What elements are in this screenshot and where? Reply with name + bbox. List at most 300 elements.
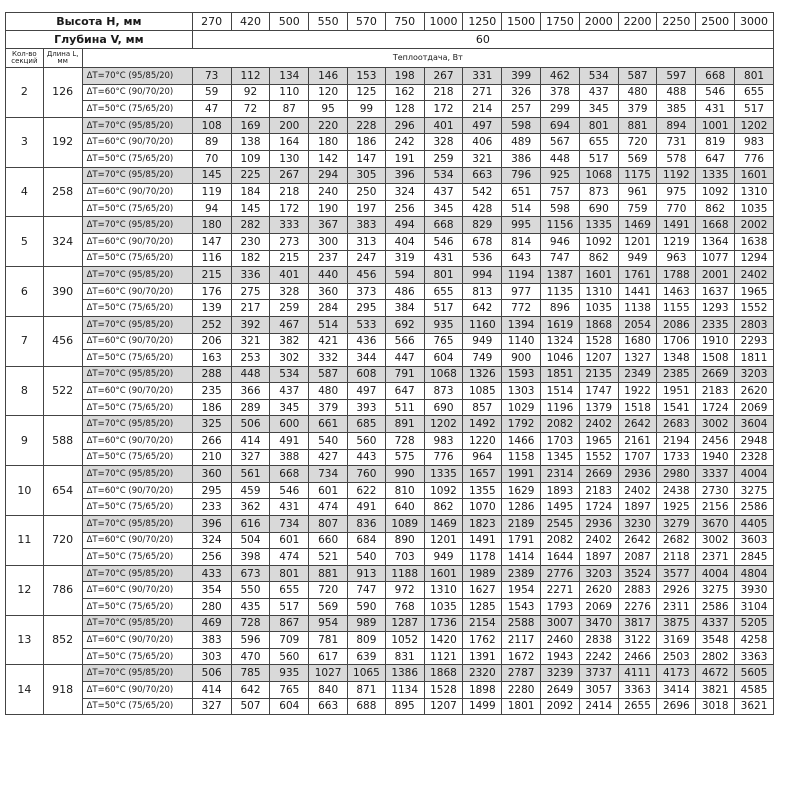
- heat-value-cell: 488: [657, 84, 696, 101]
- data-row: [6, 68, 774, 85]
- section-count: 14: [6, 665, 44, 715]
- heat-value-cell: 186: [348, 134, 386, 151]
- heat-value-cell: 1552: [735, 300, 774, 317]
- heat-value-cell: 925: [541, 167, 580, 184]
- heat-value-cell: 4004: [735, 466, 774, 483]
- heat-value-cell: 550: [231, 582, 270, 599]
- delta-t-label: ΔT=50°C (75/65/20): [82, 250, 192, 267]
- heat-value-cell: 237: [309, 250, 348, 267]
- delta-t-label: ΔT=50°C (75/65/20): [82, 101, 192, 118]
- heat-value-cell: 598: [541, 200, 580, 217]
- delta-t-label: ΔT=60°C (90/70/20): [82, 383, 192, 400]
- heat-value-cell: 1851: [541, 366, 580, 383]
- heat-value-cell: 1348: [657, 350, 696, 367]
- heat-value-cell: 1155: [657, 300, 696, 317]
- heat-value-cell: 73: [192, 68, 231, 85]
- heat-value-cell: 1792: [502, 416, 541, 433]
- delta-t-label: ΔT=60°C (90/70/20): [82, 681, 192, 698]
- heat-value-cell: 1707: [618, 449, 657, 466]
- delta-t-label: ΔT=70°C (95/85/20): [82, 117, 192, 134]
- heat-value-cell: 3621: [735, 698, 774, 715]
- delta-t-label: ΔT=60°C (90/70/20): [82, 582, 192, 599]
- heat-value-cell: 1391: [463, 648, 502, 665]
- heat-value-cell: 2948: [735, 433, 774, 450]
- heat-value-cell: 1747: [579, 383, 618, 400]
- heat-value-cell: 379: [618, 101, 657, 118]
- heat-value-cell: 1965: [735, 283, 774, 300]
- heat-value-cell: 1733: [657, 449, 696, 466]
- heat-value-cell: 386: [502, 150, 541, 167]
- height-value: 550: [309, 13, 348, 31]
- heat-value-cell: 770: [657, 200, 696, 217]
- heat-value-cell: 655: [270, 582, 309, 599]
- heat-value-cell: 295: [192, 482, 231, 499]
- heat-value-cell: 142: [309, 150, 348, 167]
- heat-value-cell: 147: [192, 233, 231, 250]
- heat-value-cell: 2069: [579, 599, 618, 616]
- heat-value-cell: 801: [735, 68, 774, 85]
- length-value: 126: [43, 68, 82, 118]
- height-value: 1500: [502, 13, 541, 31]
- heat-value-cell: 2545: [541, 516, 580, 533]
- heat-value-cell: 3057: [579, 681, 618, 698]
- heat-output-table: [5, 12, 774, 715]
- heat-value-cell: 862: [424, 499, 463, 516]
- heat-value-cell: 176: [192, 283, 231, 300]
- heat-value-cell: 398: [231, 549, 270, 566]
- heat-value-cell: 360: [309, 283, 348, 300]
- heat-value-cell: 1178: [463, 549, 502, 566]
- heat-value-cell: 456: [348, 267, 386, 284]
- heat-value-cell: 3875: [657, 615, 696, 632]
- heat-value-cell: 3275: [735, 482, 774, 499]
- heat-value-cell: 776: [424, 449, 463, 466]
- heat-value-cell: 1035: [735, 200, 774, 217]
- heat-value-cell: 110: [270, 84, 309, 101]
- heat-value-cell: 506: [192, 665, 231, 682]
- heat-value-cell: 587: [309, 366, 348, 383]
- heat-value-cell: 1135: [541, 283, 580, 300]
- heat-value-cell: 2069: [735, 399, 774, 416]
- heat-value-cell: 2271: [541, 582, 580, 599]
- heat-value-cell: 3670: [696, 516, 735, 533]
- heat-value-cell: 4672: [696, 665, 735, 682]
- heat-value-cell: 1201: [618, 233, 657, 250]
- heat-value-cell: 836: [348, 516, 386, 533]
- heat-value-cell: 327: [192, 698, 231, 715]
- heat-value-cell: 536: [463, 250, 502, 267]
- height-value: 1750: [541, 13, 580, 31]
- heat-value-cell: 796: [502, 167, 541, 184]
- delta-t-label: ΔT=50°C (75/65/20): [82, 599, 192, 616]
- heat-value-cell: 647: [696, 150, 735, 167]
- heat-value-cell: 2936: [579, 516, 618, 533]
- heat-value-cell: 1386: [385, 665, 424, 682]
- heat-value-cell: 1379: [579, 399, 618, 416]
- delta-t-label: ΔT=50°C (75/65/20): [82, 200, 192, 217]
- heat-value-cell: 1046: [541, 350, 580, 367]
- heat-value-cell: 546: [270, 482, 309, 499]
- data-row: [6, 681, 774, 698]
- heat-value-cell: 890: [385, 532, 424, 549]
- heat-value-cell: 256: [192, 549, 231, 566]
- heat-value-cell: 517: [579, 150, 618, 167]
- heat-value-cell: 180: [192, 217, 231, 234]
- heat-value-cell: 385: [657, 101, 696, 118]
- heat-value-cell: 3007: [541, 615, 580, 632]
- data-row: [6, 134, 774, 151]
- heat-value-cell: 4337: [696, 615, 735, 632]
- heat-value-cell: 3104: [735, 599, 774, 616]
- data-row: [6, 615, 774, 632]
- height-value: 3000: [735, 13, 774, 31]
- heat-value-cell: 517: [270, 599, 309, 616]
- heat-value-cell: 2402: [579, 416, 618, 433]
- delta-t-label: ΔT=50°C (75/65/20): [82, 648, 192, 665]
- heat-value-cell: 2460: [541, 632, 580, 649]
- heat-value-cell: 1469: [424, 516, 463, 533]
- heat-value-cell: 336: [231, 267, 270, 284]
- heat-value-cell: 622: [348, 482, 386, 499]
- heat-value-cell: 116: [192, 250, 231, 267]
- heat-value-cell: 2414: [579, 698, 618, 715]
- heat-value-cell: 1160: [463, 316, 502, 333]
- heat-value-cell: 325: [192, 416, 231, 433]
- heat-value-cell: 459: [231, 482, 270, 499]
- heat-value-cell: 2802: [696, 648, 735, 665]
- heat-value-cell: 1327: [618, 350, 657, 367]
- heat-value-cell: 4258: [735, 632, 774, 649]
- heat-value-cell: 2683: [657, 416, 696, 433]
- heat-value-cell: 1495: [541, 499, 580, 516]
- heat-value-cell: 305: [348, 167, 386, 184]
- delta-t-label: ΔT=60°C (90/70/20): [82, 184, 192, 201]
- heat-value-cell: 900: [502, 350, 541, 367]
- heat-value-cell: 663: [309, 698, 348, 715]
- heat-value-cell: 1668: [696, 217, 735, 234]
- heat-value-cell: 1940: [696, 449, 735, 466]
- heat-value-cell: 2086: [657, 316, 696, 333]
- data-row: [6, 217, 774, 234]
- heat-value-cell: 2194: [657, 433, 696, 450]
- heat-value-cell: 540: [348, 549, 386, 566]
- heat-value-cell: 542: [463, 184, 502, 201]
- heat-value-cell: 594: [385, 267, 424, 284]
- data-row: [6, 632, 774, 649]
- data-row: [6, 516, 774, 533]
- height-value: 750: [385, 13, 424, 31]
- heat-value-cell: 1793: [541, 599, 580, 616]
- heat-value-cell: 379: [309, 399, 348, 416]
- heat-value-cell: 1188: [385, 565, 424, 582]
- heat-value-cell: 642: [463, 300, 502, 317]
- heat-value-cell: 1201: [424, 532, 463, 549]
- heat-value-cell: 881: [309, 565, 348, 582]
- data-row: [6, 84, 774, 101]
- heat-value-cell: 1528: [424, 681, 463, 698]
- heat-value-cell: 1207: [579, 350, 618, 367]
- heat-value-cell: 514: [309, 316, 348, 333]
- heat-value-cell: 331: [463, 68, 502, 85]
- heat-value-cell: 2389: [502, 565, 541, 582]
- height-value: 500: [270, 13, 309, 31]
- heat-value-cell: 768: [385, 599, 424, 616]
- heat-value-cell: 566: [385, 333, 424, 350]
- heat-value-cell: 1543: [502, 599, 541, 616]
- heat-value-cell: 1898: [463, 681, 502, 698]
- heat-value-cell: 1324: [541, 333, 580, 350]
- heat-value-cell: 546: [424, 233, 463, 250]
- heat-value-cell: 1420: [424, 632, 463, 649]
- height-row: [6, 13, 774, 31]
- data-row: [6, 184, 774, 201]
- heat-value-cell: 1736: [424, 615, 463, 632]
- heat-value-cell: 112: [231, 68, 270, 85]
- heat-value-cell: 1627: [463, 582, 502, 599]
- heat-value-cell: 1287: [385, 615, 424, 632]
- data-row: [6, 665, 774, 682]
- heat-value-cell: 596: [231, 632, 270, 649]
- length-value: 522: [43, 366, 82, 416]
- heat-value-cell: 324: [192, 532, 231, 549]
- heat-value-cell: 2087: [618, 549, 657, 566]
- heat-value-cell: 2082: [541, 416, 580, 433]
- heat-value-cell: 164: [270, 134, 309, 151]
- data-row: [6, 366, 774, 383]
- heat-value-cell: 1469: [618, 217, 657, 234]
- data-row: [6, 350, 774, 367]
- heat-value-cell: 1035: [579, 300, 618, 317]
- heat-value-cell: 1068: [579, 167, 618, 184]
- length-value: 654: [43, 466, 82, 516]
- heat-value-cell: 587: [618, 68, 657, 85]
- heat-value-cell: 651: [502, 184, 541, 201]
- heat-value-cell: 1954: [502, 582, 541, 599]
- delta-t-label: ΔT=60°C (90/70/20): [82, 333, 192, 350]
- heat-value-cell: 873: [424, 383, 463, 400]
- heat-value-cell: 1788: [657, 267, 696, 284]
- heat-value-cell: 668: [424, 217, 463, 234]
- heat-value-cell: 436: [348, 333, 386, 350]
- data-row: [6, 250, 774, 267]
- heat-value-cell: 282: [231, 217, 270, 234]
- heat-value-cell: 89: [192, 134, 231, 151]
- delta-t-label: ΔT=70°C (95/85/20): [82, 167, 192, 184]
- depth-row: [6, 31, 774, 49]
- heat-value-cell: 284: [309, 300, 348, 317]
- heat-value-cell: 2787: [502, 665, 541, 682]
- heat-value-cell: 1811: [735, 350, 774, 367]
- heat-value-cell: 2189: [502, 516, 541, 533]
- heat-value-cell: 299: [541, 101, 580, 118]
- heat-value-cell: 47: [192, 101, 231, 118]
- heat-value-cell: 1638: [735, 233, 774, 250]
- heat-value-cell: 1293: [696, 300, 735, 317]
- heat-value-cell: 491: [270, 433, 309, 450]
- heat-value-cell: 384: [385, 300, 424, 317]
- heat-value-cell: 1491: [463, 532, 502, 549]
- heat-value-cell: 200: [270, 117, 309, 134]
- heat-value-cell: 186: [192, 399, 231, 416]
- data-row: [6, 283, 774, 300]
- heat-value-cell: 2314: [541, 466, 580, 483]
- delta-t-label: ΔT=70°C (95/85/20): [82, 516, 192, 533]
- heat-value-cell: 534: [270, 366, 309, 383]
- heat-value-cell: 1801: [502, 698, 541, 715]
- heat-value-cell: 3239: [541, 665, 580, 682]
- delta-t-label: ΔT=50°C (75/65/20): [82, 300, 192, 317]
- heat-value-cell: 401: [270, 267, 309, 284]
- heat-value-cell: 362: [231, 499, 270, 516]
- heat-value-cell: 881: [618, 117, 657, 134]
- heat-value-cell: 2438: [657, 482, 696, 499]
- length-value: 324: [43, 217, 82, 267]
- heat-value-cell: 598: [502, 117, 541, 134]
- heat-value-cell: 1326: [463, 366, 502, 383]
- heat-value-cell: 253: [231, 350, 270, 367]
- heat-value-cell: 247: [348, 250, 386, 267]
- height-value: 420: [231, 13, 270, 31]
- delta-t-label: ΔT=70°C (95/85/20): [82, 366, 192, 383]
- heat-value-cell: 220: [309, 117, 348, 134]
- heat-value-cell: 3275: [696, 582, 735, 599]
- heat-value-cell: 324: [385, 184, 424, 201]
- heat-value-cell: 3018: [696, 698, 735, 715]
- heat-value-cell: 2002: [735, 217, 774, 234]
- heat-value-cell: 1528: [579, 333, 618, 350]
- heat-value-cell: 3203: [579, 565, 618, 582]
- heat-value-cell: 660: [309, 532, 348, 549]
- heat-value-cell: 703: [385, 549, 424, 566]
- delta-t-label: ΔT=60°C (90/70/20): [82, 532, 192, 549]
- heat-value-cell: 87: [270, 101, 309, 118]
- heat-value-cell: 1220: [463, 433, 502, 450]
- data-row: [6, 383, 774, 400]
- heat-value-cell: 747: [541, 250, 580, 267]
- data-row: [6, 482, 774, 499]
- heat-value-cell: 3002: [696, 416, 735, 433]
- heat-value-cell: 313: [348, 233, 386, 250]
- data-row: [6, 399, 774, 416]
- heat-value-cell: 1001: [696, 117, 735, 134]
- heat-value-cell: 601: [270, 532, 309, 549]
- heat-value-cell: 225: [231, 167, 270, 184]
- heat-value-cell: 801: [270, 565, 309, 582]
- heat-value-cell: 2620: [735, 383, 774, 400]
- heat-value-cell: 639: [348, 648, 386, 665]
- delta-t-label: ΔT=50°C (75/65/20): [82, 549, 192, 566]
- data-row: [6, 150, 774, 167]
- heat-value-cell: 1466: [502, 433, 541, 450]
- heat-value-cell: 1294: [735, 250, 774, 267]
- heat-value-cell: 567: [541, 134, 580, 151]
- delta-t-label: ΔT=50°C (75/65/20): [82, 499, 192, 516]
- data-row: [6, 117, 774, 134]
- heat-value-cell: 431: [270, 499, 309, 516]
- heat-value-cell: 469: [192, 615, 231, 632]
- heat-value-cell: 1514: [541, 383, 580, 400]
- heat-value-cell: 1441: [618, 283, 657, 300]
- heat-value-cell: 694: [541, 117, 580, 134]
- heat-value-cell: 810: [385, 482, 424, 499]
- heat-value-cell: 1196: [541, 399, 580, 416]
- heat-value-cell: 2135: [579, 366, 618, 383]
- heat-value-cell: 2456: [696, 433, 735, 450]
- heat-value-cell: 990: [385, 466, 424, 483]
- heat-value-cell: 70: [192, 150, 231, 167]
- heat-value-cell: 250: [348, 184, 386, 201]
- delta-t-label: ΔT=50°C (75/65/20): [82, 698, 192, 715]
- section-count: 5: [6, 217, 44, 267]
- heat-value-cell: 440: [309, 267, 348, 284]
- heat-value-cell: 240: [309, 184, 348, 201]
- heat-value-cell: 1965: [579, 433, 618, 450]
- heat-value-cell: 731: [657, 134, 696, 151]
- section-count: 3: [6, 117, 44, 167]
- heat-value-cell: 1065: [348, 665, 386, 682]
- heat-value-cell: 235: [192, 383, 231, 400]
- heat-value-cell: 2466: [618, 648, 657, 665]
- heat-value-cell: 233: [192, 499, 231, 516]
- heat-value-cell: 383: [192, 632, 231, 649]
- heat-value-cell: 448: [541, 150, 580, 167]
- heat-value-cell: 504: [231, 532, 270, 549]
- section-count: 2: [6, 68, 44, 118]
- heat-value-cell: 448: [231, 366, 270, 383]
- heat-value-cell: 964: [463, 449, 502, 466]
- section-count: 11: [6, 516, 44, 566]
- heat-value-cell: 561: [231, 466, 270, 483]
- heat-value-cell: 2696: [657, 698, 696, 715]
- heat-value-cell: 2682: [657, 532, 696, 549]
- heat-value-cell: 517: [735, 101, 774, 118]
- heat-value-cell: 894: [657, 117, 696, 134]
- heat-value-cell: 891: [385, 416, 424, 433]
- heat-value-cell: 217: [231, 300, 270, 317]
- heat-value-cell: 873: [579, 184, 618, 201]
- heat-value-cell: 462: [541, 68, 580, 85]
- delta-t-label: ΔT=60°C (90/70/20): [82, 233, 192, 250]
- heat-value-cell: 949: [463, 333, 502, 350]
- heat-value-cell: 690: [579, 200, 618, 217]
- heat-value-cell: 474: [270, 549, 309, 566]
- heat-value-cell: 303: [192, 648, 231, 665]
- delta-t-label: ΔT=70°C (95/85/20): [82, 565, 192, 582]
- heat-value-cell: 3817: [618, 615, 657, 632]
- heat-value-cell: 655: [579, 134, 618, 151]
- height-value: 2500: [696, 13, 735, 31]
- heat-value-cell: 1893: [541, 482, 580, 499]
- heat-value-cell: 267: [270, 167, 309, 184]
- heat-value-cell: 1644: [541, 549, 580, 566]
- heat-value-cell: 829: [463, 217, 502, 234]
- heat-value-cell: 1619: [541, 316, 580, 333]
- heat-value-cell: 2586: [696, 599, 735, 616]
- heat-value-cell: 153: [348, 68, 386, 85]
- heat-value-cell: 3930: [735, 582, 774, 599]
- heat-value-cell: 373: [348, 283, 386, 300]
- heat-value-cell: 640: [385, 499, 424, 516]
- heat-value-cell: 138: [231, 134, 270, 151]
- heat-value-cell: 2620: [579, 582, 618, 599]
- length-value: 588: [43, 416, 82, 466]
- heat-value-cell: 2845: [735, 549, 774, 566]
- heat-value-cell: 1680: [618, 333, 657, 350]
- heat-value-cell: 668: [696, 68, 735, 85]
- heat-value-cell: 2118: [657, 549, 696, 566]
- data-row: [6, 549, 774, 566]
- height-label: Высота H, мм: [6, 13, 193, 31]
